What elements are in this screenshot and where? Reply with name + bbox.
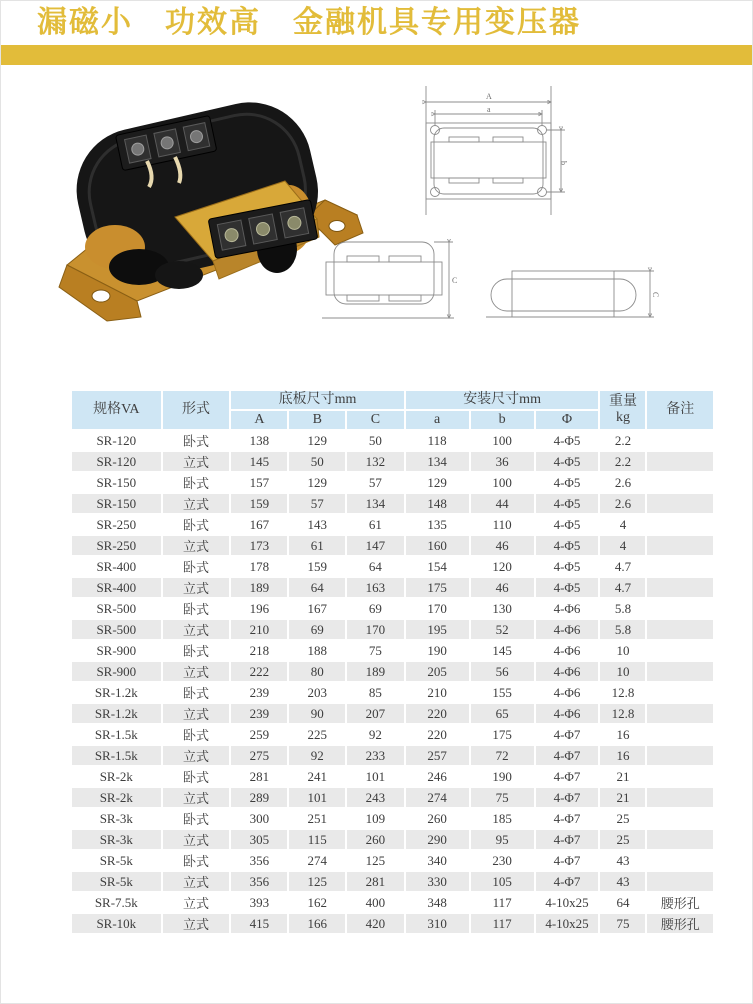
col-header-phi: Φ [535,410,600,430]
table-cell: 5.8 [599,598,646,619]
table-cell: 43 [599,850,646,871]
table-cell: 卧式 [162,724,231,745]
dim-label-a: a [487,105,491,114]
transformer-photo-illustration [27,69,365,327]
table-cell: 75 [346,640,405,661]
table-cell [646,493,714,514]
table-cell [646,430,714,451]
table-cell: 5.8 [599,619,646,640]
table-cell: 4-10x25 [535,913,600,934]
table-row [71,430,714,451]
table-cell: 4-Φ5 [535,472,600,493]
table-cell: 393 [230,892,288,913]
table-cell: 10 [599,640,646,661]
table-cell: 16 [599,745,646,766]
table-cell: SR-250 [71,535,162,556]
table-cell: SR-150 [71,472,162,493]
table-cell: 275 [230,745,288,766]
table-cell: 25 [599,808,646,829]
table-row [71,451,714,472]
table-cell: 立式 [162,577,231,598]
table-cell: 69 [288,619,346,640]
table-cell: 46 [470,577,535,598]
table-cell: 178 [230,556,288,577]
table-cell: 61 [346,514,405,535]
table-row [71,514,714,535]
table-cell: 170 [405,598,470,619]
table-cell [646,472,714,493]
table-cell [646,451,714,472]
col-header-B: B [288,410,346,430]
table-cell: 2.2 [599,451,646,472]
table-cell: 立式 [162,493,231,514]
table-cell: 21 [599,766,646,787]
table-cell: 2.6 [599,472,646,493]
table-cell: 132 [346,451,405,472]
col-header-form: 形式 [162,390,231,430]
table-cell: 110 [470,514,535,535]
table-cell: 卧式 [162,682,231,703]
table-cell: SR-3k [71,808,162,829]
table-cell: 16 [599,724,646,745]
table-cell: 卧式 [162,640,231,661]
table-cell: 立式 [162,619,231,640]
table-cell: 257 [405,745,470,766]
table-cell: 148 [405,493,470,514]
table-cell: 4.7 [599,556,646,577]
spec-table [70,389,715,935]
table-cell: 134 [405,451,470,472]
table-cell: 4 [599,535,646,556]
table-cell: 10 [599,661,646,682]
table-cell: SR-900 [71,640,162,661]
table-cell: 117 [470,913,535,934]
col-header-spec: 规格VA [71,390,162,430]
table-cell: 4-Φ6 [535,598,600,619]
table-cell: 239 [230,703,288,724]
table-cell: 立式 [162,451,231,472]
table-cell: 157 [230,472,288,493]
table-cell [646,514,714,535]
table-row [71,472,714,493]
header-row-1 [71,390,714,410]
table-cell: 251 [288,808,346,829]
table-cell: 281 [230,766,288,787]
table-cell [646,871,714,892]
table-cell: 129 [405,472,470,493]
weight-unit: kg [615,410,630,425]
table-cell: 167 [230,514,288,535]
table-cell: 57 [288,493,346,514]
table-cell: 4-Φ7 [535,808,600,829]
table-cell: 4-Φ7 [535,850,600,871]
dim-label-b: b [559,161,568,165]
drawing-side-view [484,257,676,331]
table-cell: 85 [346,682,405,703]
table-cell: 105 [470,871,535,892]
table-cell: 80 [288,661,346,682]
table-cell: 4-Φ6 [535,640,600,661]
table-cell: 64 [599,892,646,913]
table-cell: 400 [346,892,405,913]
table-row [71,829,714,850]
table-cell: SR-7.5k [71,892,162,913]
table-cell: 130 [470,598,535,619]
table-cell: 4-Φ6 [535,703,600,724]
table-cell: 147 [346,535,405,556]
table-cell: 立式 [162,871,231,892]
table-cell [646,829,714,850]
col-header-remark: 备注 [646,390,714,430]
table-cell: 4-Φ5 [535,493,600,514]
table-row [71,703,714,724]
table-cell: 117 [470,892,535,913]
table-cell: SR-120 [71,451,162,472]
table-cell: 92 [346,724,405,745]
table-cell [646,850,714,871]
table-cell: 69 [346,598,405,619]
table-cell: 4-Φ7 [535,724,600,745]
drawing-top-view [419,84,571,219]
table-cell: 75 [470,787,535,808]
table-cell: 167 [288,598,346,619]
table-cell: SR-900 [71,661,162,682]
table-cell [646,598,714,619]
table-cell: 卧式 [162,430,231,451]
table-cell: 92 [288,745,346,766]
col-group-base-size: 底板尺寸mm [230,390,404,410]
table-cell: 225 [288,724,346,745]
table-cell: 205 [405,661,470,682]
table-cell: 卧式 [162,766,231,787]
table-cell: 166 [288,913,346,934]
table-cell: 44 [470,493,535,514]
table-cell: 259 [230,724,288,745]
col-header-A: A [230,410,288,430]
table-cell: 4.7 [599,577,646,598]
table-cell: 64 [346,556,405,577]
table-cell: 卧式 [162,850,231,871]
table-cell: 290 [405,829,470,850]
table-cell [646,556,714,577]
table-cell: 立式 [162,745,231,766]
table-cell: 21 [599,787,646,808]
table-cell: 175 [470,724,535,745]
table-cell: 129 [288,430,346,451]
weight-label: 重量 [608,393,637,409]
table-cell: 145 [230,451,288,472]
table-cell: 61 [288,535,346,556]
dim-label-C-front: C [452,276,458,285]
table-cell: 95 [470,829,535,850]
table-cell: 243 [346,787,405,808]
table-cell: 立式 [162,535,231,556]
table-cell [646,745,714,766]
table-cell [646,808,714,829]
table-cell: 210 [230,619,288,640]
dim-label-A: A [486,92,492,101]
table-row [71,871,714,892]
col-header-b: b [470,410,535,430]
table-cell: 4-Φ7 [535,745,600,766]
table-cell: 101 [346,766,405,787]
table-cell: 129 [288,472,346,493]
table-cell: 125 [346,850,405,871]
table-cell: SR-3k [71,829,162,850]
table-cell: 36 [470,451,535,472]
table-cell: 162 [288,892,346,913]
table-cell: 222 [230,661,288,682]
table-cell: 4-Φ6 [535,682,600,703]
table-cell: 4-Φ7 [535,829,600,850]
table-cell: SR-150 [71,493,162,514]
table-row [71,787,714,808]
table-row [71,661,714,682]
table-cell: 4-Φ5 [535,514,600,535]
table-cell: 300 [230,808,288,829]
table-row [71,619,714,640]
table-cell [646,535,714,556]
table-cell: 289 [230,787,288,808]
table-cell: 卧式 [162,556,231,577]
table-cell: 75 [599,913,646,934]
table-cell: 415 [230,913,288,934]
table-cell: 220 [405,724,470,745]
table-cell: 12.8 [599,682,646,703]
table-cell: 310 [405,913,470,934]
table-cell: 134 [346,493,405,514]
table-cell: 65 [470,703,535,724]
table-cell: 340 [405,850,470,871]
table-cell: 立式 [162,787,231,808]
table-cell [646,787,714,808]
table-cell: 207 [346,703,405,724]
table-cell: SR-400 [71,556,162,577]
table-cell [646,766,714,787]
table-cell: SR-2k [71,787,162,808]
table-cell: SR-1.2k [71,703,162,724]
table-cell: 260 [405,808,470,829]
table-cell: 185 [470,808,535,829]
table-cell: 155 [470,682,535,703]
table-cell: 腰形孔 [646,913,714,934]
table-cell: 12.8 [599,703,646,724]
table-cell: 4-Φ7 [535,871,600,892]
table-cell: 100 [470,430,535,451]
table-cell: 2.2 [599,430,646,451]
table-cell: 4-Φ5 [535,535,600,556]
table-cell: 57 [346,472,405,493]
table-cell: 4-Φ5 [535,451,600,472]
col-group-mount-size: 安装尺寸mm [405,390,600,410]
table-cell [646,682,714,703]
table-row [71,892,714,913]
table-cell: 立式 [162,913,231,934]
table-cell: 4-Φ7 [535,766,600,787]
table-cell: SR-2k [71,766,162,787]
table-cell: SR-500 [71,619,162,640]
table-row [71,913,714,934]
page-title: 漏磁小 功效高 金融机具专用变压器 [37,5,581,40]
table-cell: 立式 [162,829,231,850]
table-cell: 154 [405,556,470,577]
table-row [71,808,714,829]
table-cell: 203 [288,682,346,703]
table-cell: SR-5k [71,871,162,892]
table-cell: 159 [230,493,288,514]
table-cell: 135 [405,514,470,535]
table-cell: 立式 [162,892,231,913]
table-cell: 64 [288,577,346,598]
table-cell: 56 [470,661,535,682]
table-cell: 246 [405,766,470,787]
table-cell: 4-Φ6 [535,619,600,640]
table-cell: 立式 [162,661,231,682]
table-cell: 274 [405,787,470,808]
table-cell: 159 [288,556,346,577]
table-cell [646,703,714,724]
table-cell: 190 [405,640,470,661]
col-header-a: a [405,410,470,430]
table-cell: 348 [405,892,470,913]
table-cell: 125 [288,871,346,892]
table-cell: 109 [346,808,405,829]
table-cell: 120 [470,556,535,577]
dim-label-C-side: C [651,292,660,298]
table-cell: 330 [405,871,470,892]
table-cell: 239 [230,682,288,703]
table-cell: 卧式 [162,514,231,535]
table-cell: 卧式 [162,808,231,829]
table-cell: 4-Φ6 [535,661,600,682]
table-cell: 52 [470,619,535,640]
col-header-C: C [346,410,405,430]
table-cell: 101 [288,787,346,808]
table-cell: SR-500 [71,598,162,619]
table-cell [646,724,714,745]
drawing-front-view [317,239,467,329]
table-cell: 卧式 [162,472,231,493]
table-row [71,493,714,514]
accent-bar [1,45,753,65]
table-cell: 190 [470,766,535,787]
table-cell: 356 [230,871,288,892]
product-photo [27,69,365,327]
table-cell: SR-5k [71,850,162,871]
table-cell: 170 [346,619,405,640]
table-cell: SR-1.5k [71,724,162,745]
table-cell: 281 [346,871,405,892]
table-cell: 163 [346,577,405,598]
table-cell: 115 [288,829,346,850]
table-row [71,640,714,661]
table-cell: 196 [230,598,288,619]
table-cell: 100 [470,472,535,493]
table-row [71,766,714,787]
table-cell: 50 [346,430,405,451]
table-cell: 50 [288,451,346,472]
table-cell: SR-400 [71,577,162,598]
table-cell: 118 [405,430,470,451]
table-cell [646,661,714,682]
table-cell: 46 [470,535,535,556]
table-cell: 4-Φ5 [535,577,600,598]
table-cell: 220 [405,703,470,724]
table-cell: 90 [288,703,346,724]
table-cell: 305 [230,829,288,850]
table-cell: 274 [288,850,346,871]
table-cell [646,577,714,598]
table-row [71,577,714,598]
table-cell [646,619,714,640]
table-cell: 4-Φ5 [535,556,600,577]
table-cell: 2.6 [599,493,646,514]
table-cell: 175 [405,577,470,598]
table-row [71,724,714,745]
table-cell: 72 [470,745,535,766]
table-row [71,598,714,619]
table-cell: 143 [288,514,346,535]
table-cell: 4-Φ5 [535,430,600,451]
table-cell: 189 [346,661,405,682]
table-cell: 195 [405,619,470,640]
table-cell: 233 [346,745,405,766]
table-cell: 420 [346,913,405,934]
table-cell: SR-120 [71,430,162,451]
table-cell [646,640,714,661]
table-row [71,535,714,556]
table-cell: 241 [288,766,346,787]
table-cell: SR-1.2k [71,682,162,703]
table-cell: 43 [599,871,646,892]
table-cell: 4 [599,514,646,535]
table-cell: SR-250 [71,514,162,535]
table-cell: 腰形孔 [646,892,714,913]
table-cell: 356 [230,850,288,871]
table-row [71,682,714,703]
table-cell: 4-10x25 [535,892,600,913]
table-cell: 145 [470,640,535,661]
table-cell: SR-1.5k [71,745,162,766]
table-cell: 173 [230,535,288,556]
table-cell: 210 [405,682,470,703]
table-row [71,745,714,766]
table-cell: 230 [470,850,535,871]
table-row [71,556,714,577]
table-cell: 卧式 [162,598,231,619]
table-cell: 218 [230,640,288,661]
table-row [71,850,714,871]
table-cell: 188 [288,640,346,661]
table-cell: 260 [346,829,405,850]
table-cell: 4-Φ7 [535,787,600,808]
table-cell: 189 [230,577,288,598]
table-cell: 25 [599,829,646,850]
spec-table-body [71,430,714,934]
table-cell: 160 [405,535,470,556]
table-cell: 立式 [162,703,231,724]
table-cell: SR-10k [71,913,162,934]
table-cell: 138 [230,430,288,451]
col-header-weight [599,390,646,430]
